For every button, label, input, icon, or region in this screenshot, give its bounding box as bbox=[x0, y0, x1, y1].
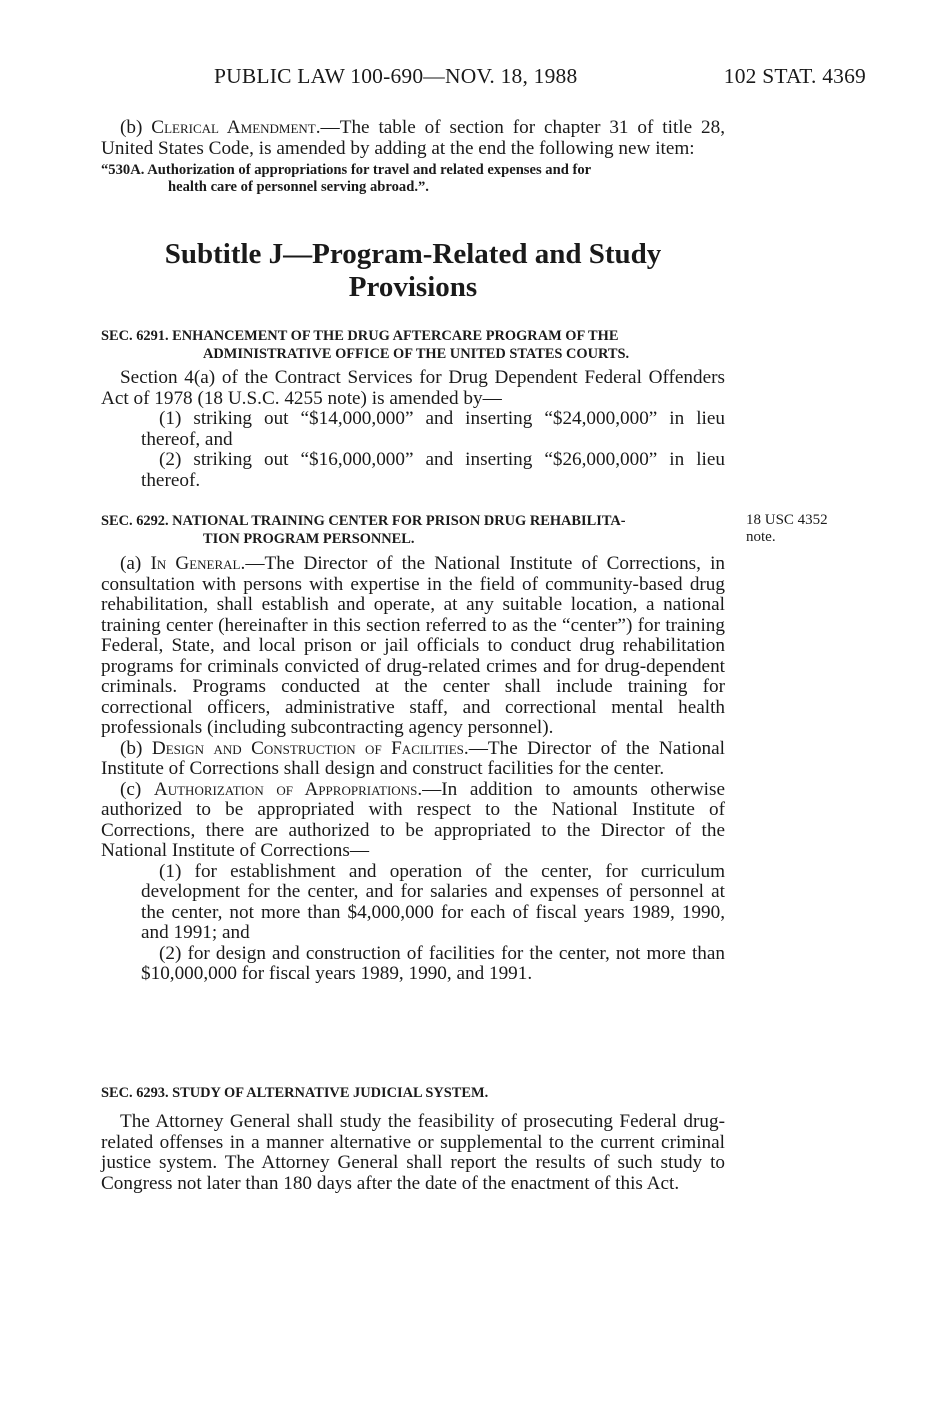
section-6292 bbox=[101, 512, 725, 985]
margin-note: 18 USC 4352 note. bbox=[746, 512, 828, 545]
section-6293-text: The Attorney General shall study the feasibility of prosecuting Federal drug-related offenses in a manner alternative or supplemental to the current criminal justice system. The Attorney General shall report the results of such study to Congress not later than 180 days after the date of the enactment of this Act. bbox=[101, 1111, 725, 1194]
section-6293-heading: SEC. 6293. STUDY OF ALTERNATIVE JUDICIAL SYSTEM. bbox=[101, 1085, 489, 1101]
section-6292-heading: SEC. 6292. NATIONAL TRAINING CENTER FOR PRISON DRUG REHABILITA- TION PROGRAM PERSONNEL. bbox=[101, 513, 626, 547]
subtitle-heading: Subtitle J—Program-Related and Study Provisions bbox=[164, 238, 662, 303]
section-6291-heading: SEC. 6291. ENHANCEMENT OF THE DRUG AFTERCARE PROGRAM OF THE ADMINISTRATIVE OFFICE OF THE UNITED STATES COURTS. bbox=[101, 328, 630, 362]
header-page-number: 102 STAT. 4369 bbox=[723, 64, 866, 88]
section-6291-item-2: (2) striking out “$16,000,000” and inserting “$26,000,000” in lieu thereof. bbox=[141, 449, 725, 491]
subsection-a: (a) In General.—The Director of the National Institute of Corrections, in consultation with persons with expertise in the field of community-based drug rehabilitation, shall establish and operate, at any suitable location, a national training center (hereinafter in this section referred to as the “center”) for training Federal, State, and local prison or jail officials to conduct drug rehabilitation programs for criminals convicted of drug-related crimes and for drug-dependent criminals. Programs conducted at the center shall include training for correctional officers, administrative staff, and correctional mental health professionals (including subcontracting agency personnel). bbox=[101, 553, 726, 738]
section-6291 bbox=[101, 327, 725, 491]
subsection-c-paragraph-1: (1) for establishment and operation of the center, for curriculum development for the center, and for salaries and expenses of personnel at the center, not more than $4,000,000 for each of fiscal years 1989, 1990, and 1991; and bbox=[141, 860, 725, 943]
clerical-amendment bbox=[101, 118, 725, 196]
header-law-citation: PUBLIC LAW 100-690—NOV. 18, 1988 bbox=[214, 64, 578, 88]
table-item: “530A. Authorization of appropriations for travel and related expenses and for health care of personnel serving abroad.”. bbox=[101, 162, 592, 195]
clerical-amendment-heading: Clerical Amendment bbox=[151, 117, 316, 138]
section-6293 bbox=[101, 1084, 725, 1194]
section-6291-intro: Section 4(a) of the Contract Services for Drug Dependent Federal Offenders Act of 1978 (18 U.S.C. 4255 note) is amended by— bbox=[101, 367, 725, 409]
subsection-b: (b) Design and Construction of Facilities.—The Director of the National Institute of Corrections shall design and construct facilities for the center. bbox=[101, 737, 725, 779]
clerical-amendment-paragraph: (b) Clerical Amendment.—The table of section for chapter 31 of title 28, United States Code, is amended by adding at the end the following new item: bbox=[101, 117, 726, 159]
subsection-c-paragraph-2: (2) for design and construction of facilities for the center, not more than $10,000,000 for fiscal years 1989, 1990, and 1991. bbox=[141, 942, 725, 984]
subsection-b-heading: Design and Construction of Facilities bbox=[151, 737, 464, 759]
subsection-c: (c) Authorization of Appropriations.—In addition to amounts otherwise authorized to be appropriated with respect to the National Institute of Corrections, there are authorized to be appropriated to the Director of the National Institute of Corrections— bbox=[101, 778, 725, 861]
subsection-a-heading: In General bbox=[150, 553, 241, 574]
section-6291-item-1: (1) striking out “$14,000,000” and inserting “$24,000,000” in lieu thereof, and bbox=[141, 408, 725, 450]
subsection-c-heading: Authorization of Appropriations bbox=[153, 778, 418, 800]
